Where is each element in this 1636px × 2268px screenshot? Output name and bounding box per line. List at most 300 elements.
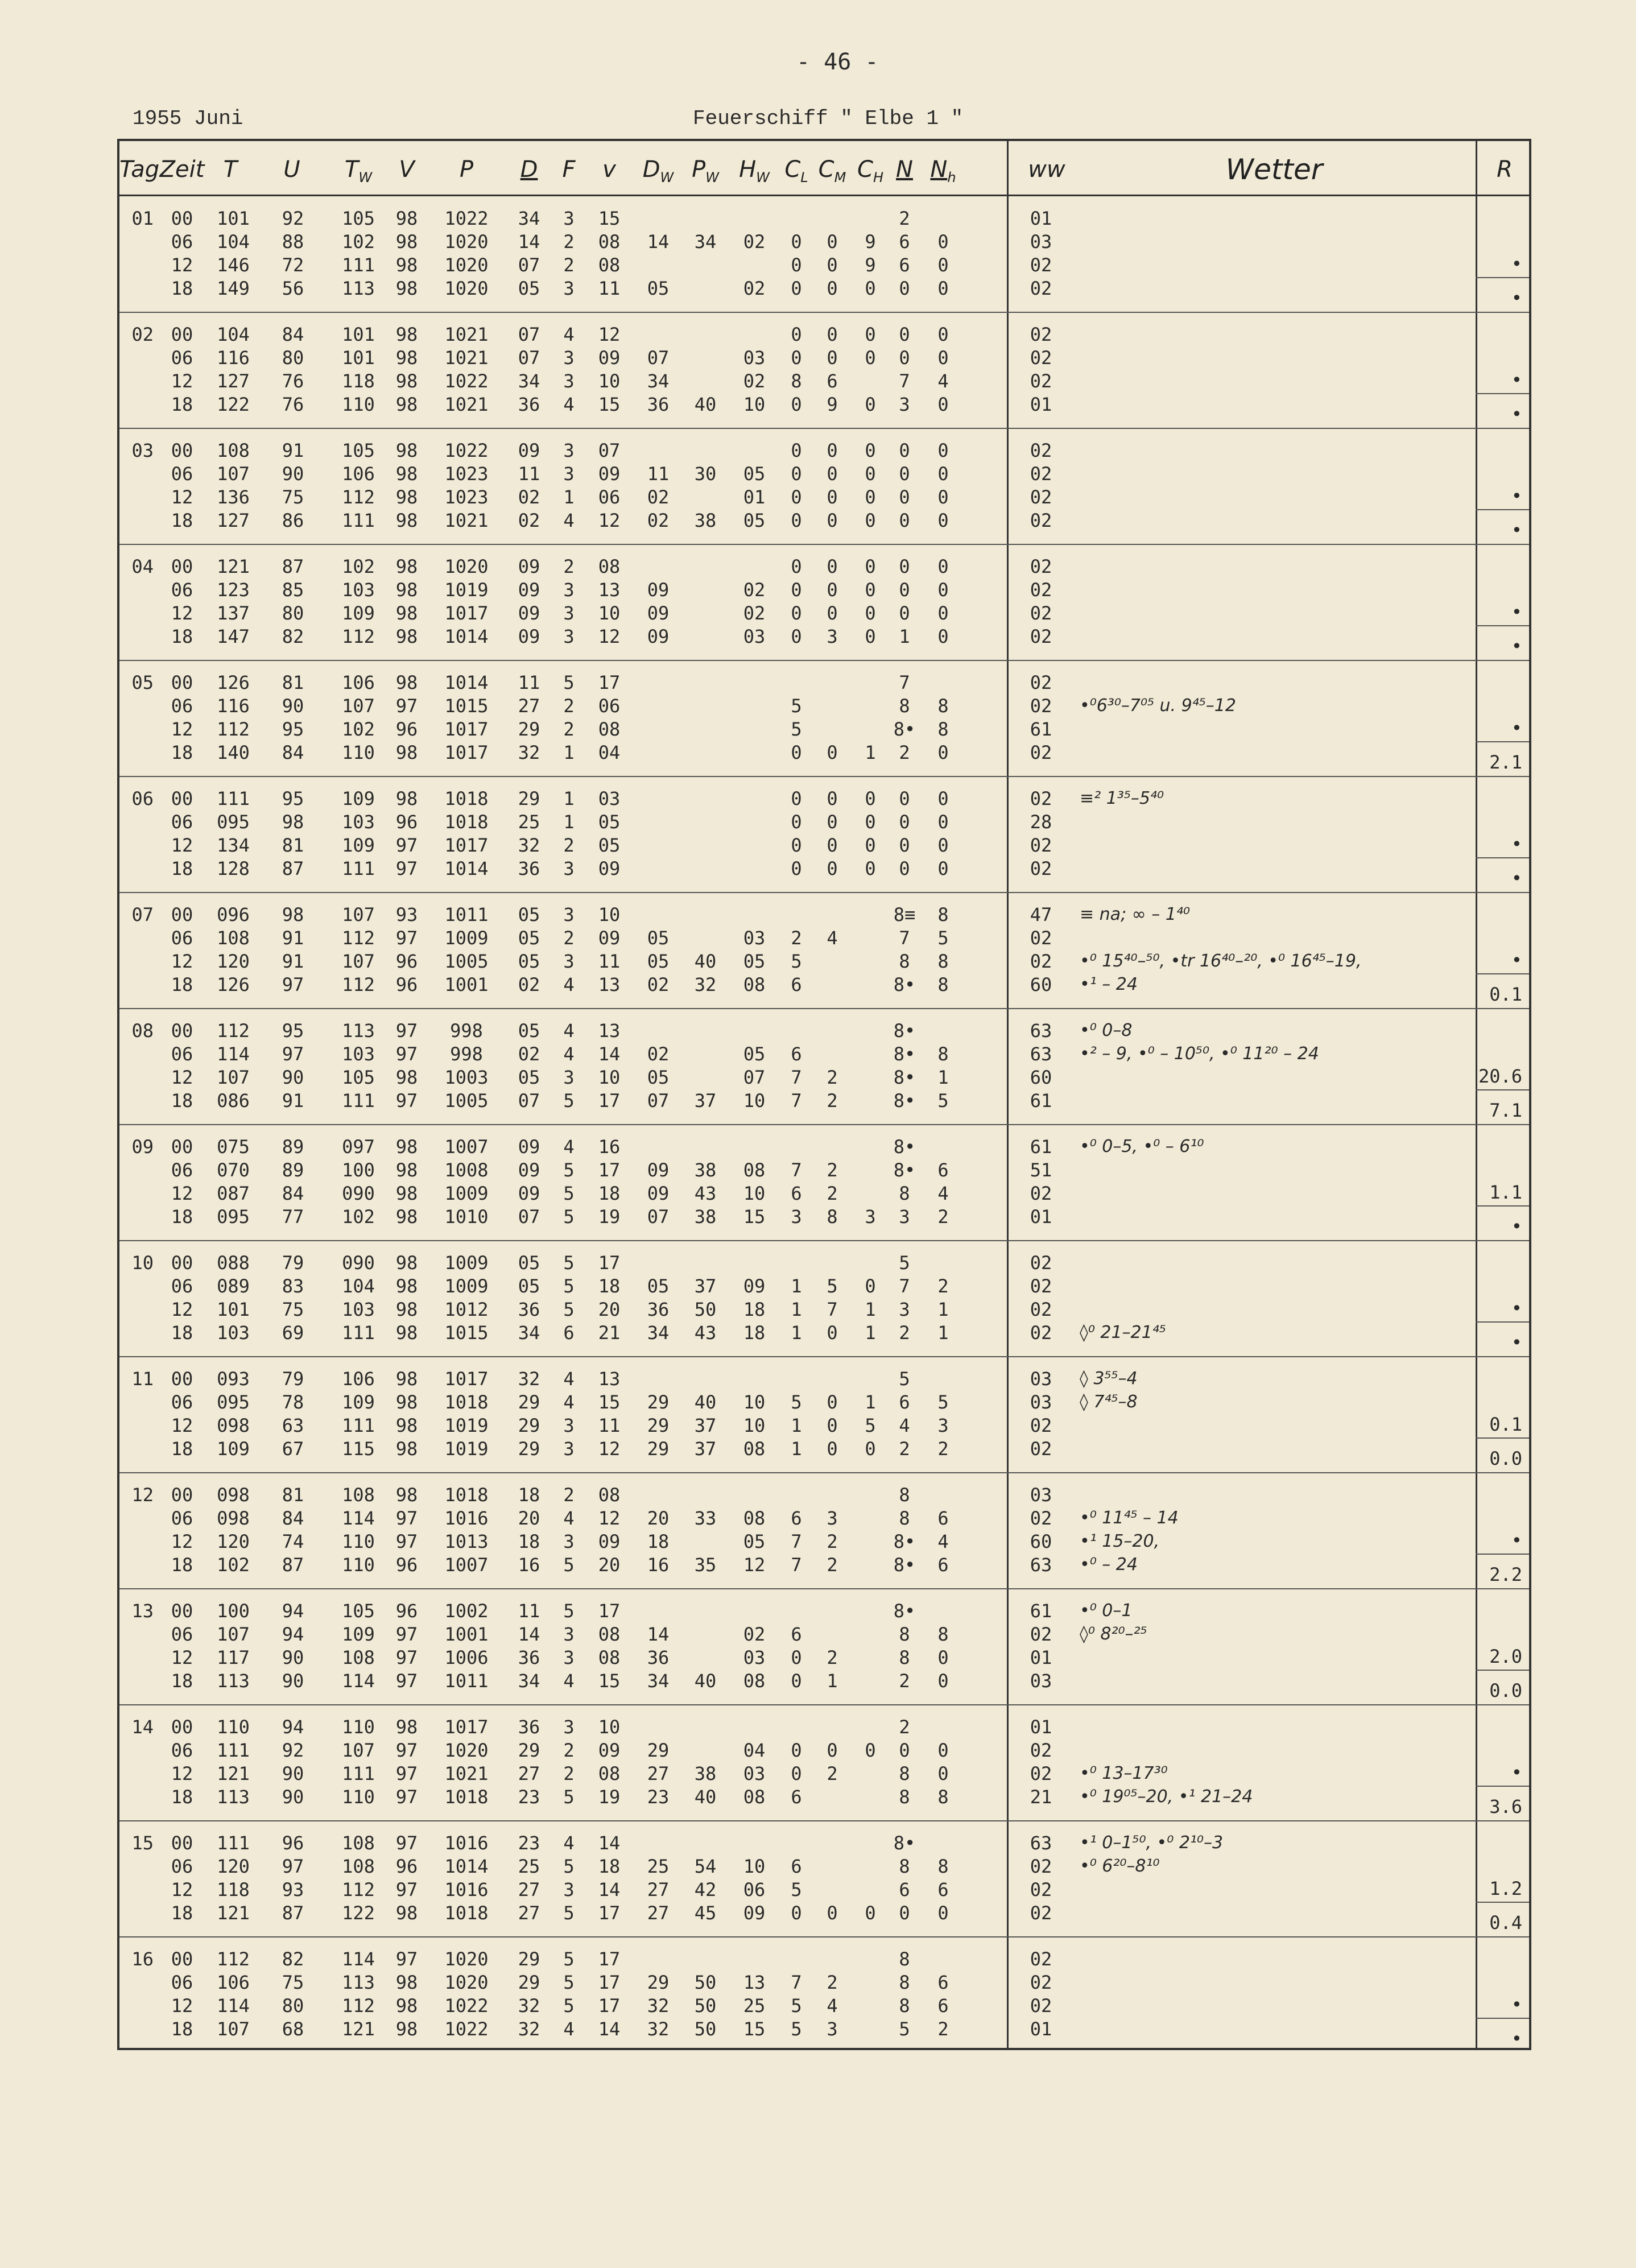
precip-divider [1476, 277, 1529, 278]
cell-dw: 09 [647, 1159, 670, 1181]
cell-hw: 01 [743, 486, 766, 508]
cell-cl [779, 1135, 813, 1158]
cell-ww: 01 [1030, 1647, 1052, 1668]
precip-second-half: • [1511, 1216, 1522, 1237]
cell-cm: 0 [827, 1740, 838, 1761]
table-row [119, 1670, 1473, 1692]
cell-d: 09 [518, 1159, 540, 1181]
cell-zeit: 00 [171, 556, 193, 577]
cell-v: 96 [395, 974, 418, 995]
cell-cl: 7 [791, 1554, 802, 1576]
cell-t: 107 [217, 2018, 250, 2040]
cell-d: 32 [518, 2018, 540, 2040]
cell-n: 0 [899, 486, 910, 508]
table-row [119, 1716, 1473, 1738]
cell-t: 128 [217, 858, 250, 879]
cell-f: 3 [563, 1415, 575, 1436]
cell-pw: 38 [694, 1763, 717, 1784]
cell-cm: 0 [827, 1322, 838, 1344]
cell-v: 98 [395, 254, 418, 276]
cell-ww: 63 [1030, 1020, 1052, 1042]
cell-u: 91 [282, 927, 304, 949]
cell-hw: 09 [743, 1275, 766, 1297]
cell-t: 108 [217, 440, 250, 461]
cell-ww: 02 [1030, 835, 1052, 856]
cell-nh: 6 [937, 1972, 949, 1993]
cell-dw [634, 207, 682, 230]
cell-v: 98 [395, 463, 418, 485]
cell-n: 8≡ [893, 904, 916, 926]
cell-v: 16 [598, 1136, 621, 1158]
cell-hw: 04 [743, 1740, 766, 1761]
cell-zeit: 12 [171, 1067, 193, 1088]
cell-pw: 54 [694, 1856, 717, 1877]
cell-pw: 50 [694, 1972, 717, 1993]
precip-second-half: 0.1 [1489, 984, 1522, 1005]
cell-cl: 0 [791, 324, 802, 345]
cell-dw [634, 695, 682, 717]
day-block-07 [119, 892, 1529, 1008]
cell-cl: 5 [791, 695, 802, 717]
cell-zeit: 06 [171, 1740, 193, 1761]
precip-second-half: 0.0 [1489, 1680, 1522, 1701]
cell-hw: 03 [743, 626, 766, 647]
cell-v: 15 [598, 208, 621, 229]
cell-p: 1021 [444, 347, 489, 369]
weather-note: ≡² 1³⁵–5⁴⁰ [1080, 788, 1164, 808]
precip-first-half: • [1511, 833, 1522, 855]
cell-hw [730, 254, 778, 276]
cell-nh: 2 [937, 1206, 949, 1228]
cell-zeit: 12 [171, 1299, 193, 1320]
cell-tw: 102 [342, 231, 375, 253]
cell-cl [779, 1484, 813, 1506]
day-block-03 [119, 428, 1529, 544]
table-row [119, 1437, 1473, 1460]
cell-v: 18 [598, 1275, 621, 1297]
precip-second-half: 2.2 [1489, 1564, 1522, 1585]
cell-dw [634, 1484, 682, 1506]
cell-u: 93 [282, 1879, 304, 1901]
cell-tw: 090 [342, 1183, 375, 1204]
cell-n: 3 [899, 1206, 910, 1228]
precip-second-half: 7.1 [1489, 1100, 1522, 1121]
cell-pw: 42 [694, 1879, 717, 1901]
cell-n: 3 [899, 1299, 910, 1320]
cell-nh: 0 [937, 579, 949, 601]
table-row [119, 555, 1473, 578]
cell-u: 80 [282, 347, 304, 369]
cell-dw: 11 [647, 463, 670, 485]
cell-hw [730, 1948, 778, 1970]
cell-v: 98 [395, 626, 418, 647]
cell-d: 05 [518, 904, 540, 926]
cell-v: 12 [598, 1507, 621, 1529]
cell-tw: 105 [342, 208, 375, 229]
day-block-10 [119, 1240, 1529, 1356]
cell-cl: 7 [791, 1090, 802, 1112]
table-row [119, 1019, 1473, 1042]
cell-f: 4 [563, 1136, 575, 1158]
cell-ch [853, 1762, 887, 1785]
cell-ch [853, 1159, 887, 1181]
cell-zeit: 18 [171, 626, 193, 647]
cell-cl [779, 903, 813, 926]
day-separator [119, 892, 1529, 893]
weather-note: •⁰ 0–8 [1080, 1021, 1133, 1040]
cell-v: 98 [395, 1716, 418, 1738]
cell-pw: 40 [694, 1670, 717, 1692]
cell-ch: 0 [865, 788, 876, 809]
cell-v: 15 [598, 1670, 621, 1692]
cell-t: 113 [217, 1670, 250, 1692]
cell-n: 8 [899, 1948, 910, 1970]
cell-cl [779, 1716, 813, 1738]
cell-hw: 08 [743, 1438, 766, 1460]
cell-cm [813, 695, 851, 717]
cell-v: 08 [598, 718, 621, 740]
cell-ww: 02 [1030, 347, 1052, 369]
cell-f: 6 [563, 1322, 575, 1344]
cell-n: 7 [899, 672, 910, 693]
cell-tw: 101 [342, 347, 375, 369]
cell-tw: 110 [342, 1554, 375, 1576]
cell-ch [853, 2018, 887, 2040]
cell-d: 11 [518, 672, 540, 693]
precip-divider [1476, 857, 1529, 858]
day-separator [119, 312, 1529, 313]
cell-hw [730, 1368, 778, 1390]
cell-n: 8 [899, 1183, 910, 1204]
cell-nh [922, 1368, 965, 1390]
cell-p: 1021 [444, 1763, 489, 1784]
col-header-f: F [562, 156, 576, 183]
cell-cl: 8 [791, 370, 802, 392]
cell-t: 107 [217, 463, 250, 485]
cell-v: 13 [598, 1368, 621, 1390]
cell-d: 36 [518, 1716, 540, 1738]
cell-v: 97 [395, 1090, 418, 1112]
cell-n: 4 [899, 1415, 910, 1436]
cell-tw: 107 [342, 904, 375, 926]
cell-cl: 0 [791, 626, 802, 647]
cell-cl: 0 [791, 394, 802, 415]
cell-pw [683, 602, 728, 625]
cell-p: 1019 [444, 579, 489, 601]
cell-cl: 6 [791, 1043, 802, 1065]
cell-u: 81 [282, 1484, 304, 1506]
cell-f: 3 [563, 440, 575, 461]
cell-cm: 2 [827, 1647, 838, 1668]
cell-zeit: 06 [171, 1391, 193, 1413]
cell-tw: 106 [342, 1368, 375, 1390]
cell-v: 97 [395, 1879, 418, 1901]
cell-pw [683, 1135, 728, 1158]
cell-u: 72 [282, 254, 304, 276]
cell-n: 2 [899, 208, 910, 229]
cell-u: 90 [282, 463, 304, 485]
cell-ww: 03 [1030, 1368, 1052, 1390]
day-number: 03 [131, 440, 154, 461]
cell-hw: 03 [743, 927, 766, 949]
day-number: 06 [131, 788, 154, 809]
cell-hw: 10 [743, 1856, 766, 1877]
cell-v: 98 [395, 1183, 418, 1204]
cell-n: 8• [893, 1531, 916, 1552]
cell-t: 120 [217, 1856, 250, 1877]
cell-cl: 7 [791, 1067, 802, 1088]
day-number: 08 [131, 1020, 154, 1042]
cell-dw: 09 [647, 1183, 670, 1204]
cell-ch [853, 1507, 887, 1530]
cell-nh [922, 1948, 965, 1970]
cell-d: 29 [518, 1972, 540, 1993]
day-block-09 [119, 1124, 1529, 1240]
cell-n: 2 [899, 742, 910, 763]
cell-nh [922, 1484, 965, 1506]
cell-ww: 02 [1030, 1972, 1052, 1993]
cell-tw: 106 [342, 672, 375, 693]
cell-ch: 1 [865, 1322, 876, 1344]
cell-n: 2 [899, 1438, 910, 1460]
cell-ww: 02 [1030, 1763, 1052, 1784]
cell-pw [683, 834, 728, 857]
cell-p: 1016 [444, 1507, 489, 1529]
cell-cl: 1 [791, 1299, 802, 1320]
cell-t: 111 [217, 1832, 250, 1854]
cell-hw [730, 671, 778, 694]
col-header-v-speed: v [602, 156, 616, 183]
cell-nh: 6 [937, 1554, 949, 1576]
cell-p: 1021 [444, 510, 489, 531]
cell-ww: 02 [1030, 1299, 1052, 1320]
cell-tw: 110 [342, 1786, 375, 1808]
cell-nh: 0 [937, 278, 949, 299]
cell-nh: 3 [937, 1415, 949, 1436]
cell-pw [683, 346, 728, 369]
cell-cl [779, 207, 813, 230]
table-row [119, 1832, 1473, 1854]
cell-nh: 5 [937, 927, 949, 949]
cell-f: 3 [563, 370, 575, 392]
cell-v: 12 [598, 510, 621, 531]
cell-nh: 0 [937, 1902, 949, 1924]
cell-hw: 15 [743, 2018, 766, 2040]
cell-cl: 1 [791, 1415, 802, 1436]
cell-nh [922, 1019, 965, 1042]
table-row [119, 370, 1473, 393]
cell-zeit: 18 [171, 1902, 193, 1924]
cell-v: 03 [598, 788, 621, 809]
cell-p: 998 [450, 1020, 483, 1042]
cell-u: 90 [282, 1067, 304, 1088]
cell-tw: 110 [342, 742, 375, 763]
cell-u: 75 [282, 1972, 304, 1993]
cell-nh [922, 1251, 965, 1274]
cell-p: 1009 [444, 1275, 489, 1297]
cell-cm: 4 [827, 927, 838, 949]
cell-dw: 05 [647, 951, 670, 972]
cell-cl: 0 [791, 1902, 802, 1924]
cell-ch: 0 [865, 1438, 876, 1460]
cell-dw [634, 718, 682, 741]
cell-d: 34 [518, 370, 540, 392]
cell-v: 11 [598, 278, 621, 299]
precip-divider [1476, 393, 1529, 394]
cell-f: 3 [563, 347, 575, 369]
cell-n: 0 [899, 858, 910, 879]
cell-cm [813, 950, 851, 973]
cell-d: 07 [518, 347, 540, 369]
cell-f: 5 [563, 1090, 575, 1112]
cell-t: 114 [217, 1995, 250, 2017]
cell-dw: 23 [647, 1786, 670, 1808]
cell-v: 97 [395, 1763, 418, 1784]
cell-nh: 0 [937, 1647, 949, 1668]
precip-first-half: 1.2 [1489, 1878, 1522, 1899]
cell-hw [730, 207, 778, 230]
cell-v: 97 [395, 1043, 418, 1065]
cell-ch [853, 1368, 887, 1390]
cell-v: 97 [395, 858, 418, 879]
cell-dw [634, 1019, 682, 1042]
cell-u: 94 [282, 1623, 304, 1645]
cell-p: 1020 [444, 1948, 489, 1970]
cell-u: 84 [282, 1183, 304, 1204]
col-header-r: R [1497, 156, 1513, 183]
cell-t: 121 [217, 1763, 250, 1784]
cell-pw: 37 [694, 1275, 717, 1297]
cell-v: 17 [598, 1902, 621, 1924]
cell-d: 18 [518, 1484, 540, 1506]
cell-ww: 02 [1030, 927, 1052, 949]
cell-cl: 0 [791, 1647, 802, 1668]
cell-u: 84 [282, 324, 304, 345]
cell-u: 92 [282, 208, 304, 229]
table-row [119, 1321, 1473, 1344]
cell-nh: 5 [937, 1391, 949, 1413]
cell-cm: 7 [827, 1299, 838, 1320]
day-number: 05 [131, 672, 154, 693]
cell-pw [683, 207, 728, 230]
cell-ch: 0 [865, 463, 876, 485]
cell-pw [683, 1948, 728, 1970]
cell-cm [813, 903, 851, 926]
day-number: 01 [131, 208, 154, 229]
cell-f: 2 [563, 254, 575, 276]
cell-ch: 9 [865, 231, 876, 253]
cell-ww: 01 [1030, 2018, 1052, 2040]
cell-v: 19 [598, 1786, 621, 1808]
cell-u: 97 [282, 1043, 304, 1065]
cell-v: 98 [395, 1415, 418, 1436]
cell-zeit: 18 [171, 1206, 193, 1228]
cell-u: 81 [282, 672, 304, 693]
cell-n: 8• [893, 1159, 916, 1181]
cell-ww: 02 [1030, 1275, 1052, 1297]
cell-cm [813, 1855, 851, 1878]
cell-d: 16 [518, 1554, 540, 1576]
cell-t: 114 [217, 1043, 250, 1065]
cell-pw [683, 1600, 728, 1622]
cell-f: 4 [563, 1507, 575, 1529]
cell-tw: 109 [342, 788, 375, 809]
cell-v: 96 [395, 1554, 418, 1576]
cell-t: 112 [217, 1020, 250, 1042]
col-header-u: U [283, 156, 300, 183]
cell-zeit: 18 [171, 742, 193, 763]
cell-hw: 05 [743, 510, 766, 531]
cell-cl: 0 [791, 440, 802, 461]
cell-cl: 0 [791, 463, 802, 485]
cell-n: 0 [899, 1740, 910, 1761]
cell-p: 1011 [444, 904, 489, 926]
cell-nh: 0 [937, 510, 949, 531]
cell-pw [683, 1368, 728, 1390]
cell-tw: 109 [342, 835, 375, 856]
cell-v: 97 [395, 1948, 418, 1970]
cell-t: 110 [217, 1716, 250, 1738]
cell-tw: 110 [342, 1531, 375, 1552]
cell-hw: 08 [743, 974, 766, 995]
cell-ww: 01 [1030, 1206, 1052, 1228]
cell-t: 117 [217, 1647, 250, 1668]
cell-v: 98 [395, 324, 418, 345]
cell-dw [634, 811, 682, 833]
cell-cm: 0 [827, 556, 838, 577]
cell-n: 8• [893, 1832, 916, 1854]
cell-cm: 0 [827, 811, 838, 833]
cell-tw: 113 [342, 278, 375, 299]
cell-dw [634, 787, 682, 810]
cell-n: 8 [899, 1995, 910, 2017]
cell-cl: 5 [791, 2018, 802, 2040]
cell-u: 87 [282, 1902, 304, 1924]
precip-second-half: 0.0 [1489, 1448, 1522, 1469]
cell-d: 27 [518, 1902, 540, 1924]
cell-cl: 1 [791, 1322, 802, 1344]
cell-zeit: 12 [171, 486, 193, 508]
cell-n: 0 [899, 1902, 910, 1924]
day-separator [119, 544, 1529, 545]
cell-cl [779, 1600, 813, 1622]
table-row [119, 1298, 1473, 1321]
day-block-05 [119, 660, 1529, 776]
cell-dw: 34 [647, 1670, 670, 1692]
cell-cm: 0 [827, 835, 838, 856]
col-header-p: P [459, 156, 474, 183]
cell-d: 27 [518, 695, 540, 717]
table-row [119, 1948, 1473, 1970]
day-number: 10 [131, 1252, 154, 1274]
cell-t: 116 [217, 695, 250, 717]
cell-zeit: 00 [171, 1948, 193, 1970]
cell-nh: 0 [937, 835, 949, 856]
cell-d: 32 [518, 742, 540, 763]
cell-ch [853, 1484, 887, 1506]
page-number: - 46 - [796, 49, 879, 75]
cell-u: 79 [282, 1252, 304, 1274]
cell-ch: 9 [865, 254, 876, 276]
day-separator [119, 1124, 1529, 1125]
cell-tw: 104 [342, 1275, 375, 1297]
cell-v: 05 [598, 835, 621, 856]
cell-cm: 0 [827, 1415, 838, 1436]
cell-cl: 0 [791, 278, 802, 299]
cell-d: 29 [518, 1391, 540, 1413]
cell-cm [813, 1832, 851, 1854]
table-row [119, 2018, 1473, 2040]
